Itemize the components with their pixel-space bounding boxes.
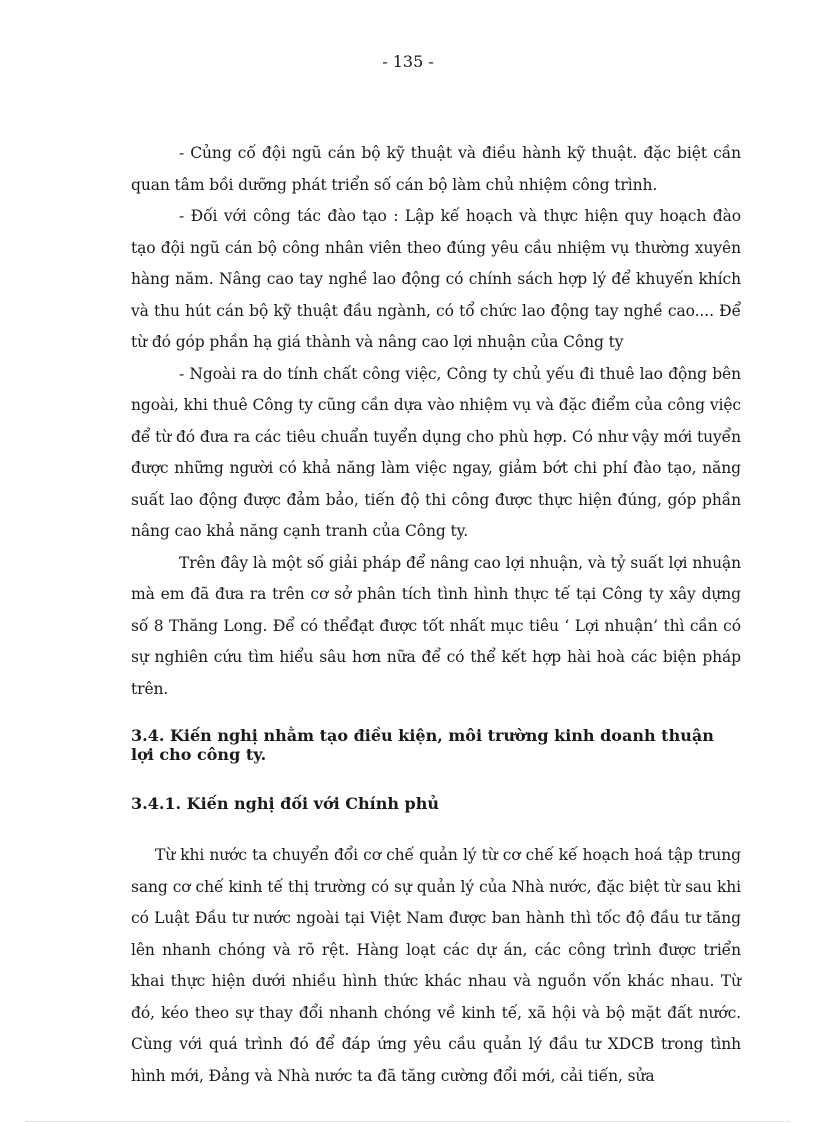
subsection-heading: 3.4.1. Kiến nghị đối với Chính phủ: [131, 794, 440, 813]
section-heading: 3.4. Kiến nghị nhằm tạo điều kiện, môi trường kinh doanh thuận lợi cho công ty.: [131, 726, 714, 764]
page-number: - 135 -: [382, 52, 434, 71]
paragraph-training: - Đối với công tác đào tạo : Lập kế hoạch và thực hiện quy hoạch đào tạo đội ngũ cán bộ công nhân viên theo đúng yêu cầu nhiệm vụ thường xuyên hàng năm. Nâng cao tay nghề lao động có chính sách hợp lý để khuyến khích và thu hút cán bộ kỹ thuật đầu ngành, có tổ chức lao động tay nghề cao.... Để từ đó góp phần hạ giá thành và nâng cao lợi nhuận của Công ty: [131, 207, 741, 351]
paragraph-outside-labor: - Ngoài ra do tính chất công việc, Công ty chủ yếu đi thuê lao động bên ngoài, khi thuê Công ty cũng cần dựa vào nhiệm vụ và đặc điểm của công việc để từ đó đưa ra các tiêu chuẩn tuyển dụng cho phù hợp. Có như vậy mới tuyển được những người có khả năng làm việc ngay, giảm bớt chi phí đào tạo, năng suất lao động được đảm bảo, tiến độ thi công được thực hiện đúng, góp phần nâng cao khả năng cạnh tranh của Công ty.: [131, 364, 741, 540]
paragraph-government-recommendation: Từ khi nước ta chuyển đổi cơ chế quản lý từ cơ chế kế hoạch hoá tập trung sang cơ chế kinh tế thị trường có sự quản lý của Nhà nước, đặc biệt từ sau khi có Luật Đầu tư nước ngoài tại Việt Nam được ban hành thì tốc độ đầu tư tăng lên nhanh chóng và rõ rệt. Hàng loạt các dự án, các công trình được triển khai thực hiện dưới nhiều hình thức khác nhau và nguồn vốn khác nhau. Từ đó, kéo theo sự thay đổi nhanh chóng về kinh tế, xã hội và bộ mặt đất nước. Cùng với quá trình đó để đáp ứng yêu cầu quản lý đầu tư XDCB trong tình hình mới, Đảng và Nhà nước ta đã tăng cường đổi mới, cải tiến, sửa: [131, 846, 741, 1085]
bottom-rule: [26, 1121, 790, 1122]
document-body: [131, 138, 741, 1092]
paragraph-summary: Trên đây là một số giải pháp để nâng cao lợi nhuận, và tỷ suất lợi nhuận mà em đã đưa ra trên cơ sở phân tích tình hình thực tế tại Công ty xây dựng số 8 Thăng Long. Để có thểđạt được tốt nhất mục tiêu ‘ Lợi nhuận’ thì cần có sự nghiên cứu tìm hiểu sâu hơn nữa để có thể kết hợp hài hoà các biện pháp trên.: [131, 553, 741, 698]
paragraph-staff-strengthening: - Củng cố đội ngũ cán bộ kỹ thuật và điều hành kỹ thuật. đặc biệt cần quan tâm bồi dưỡng phát triển số cán bộ làm chủ nhiệm công trình.: [131, 144, 741, 194]
